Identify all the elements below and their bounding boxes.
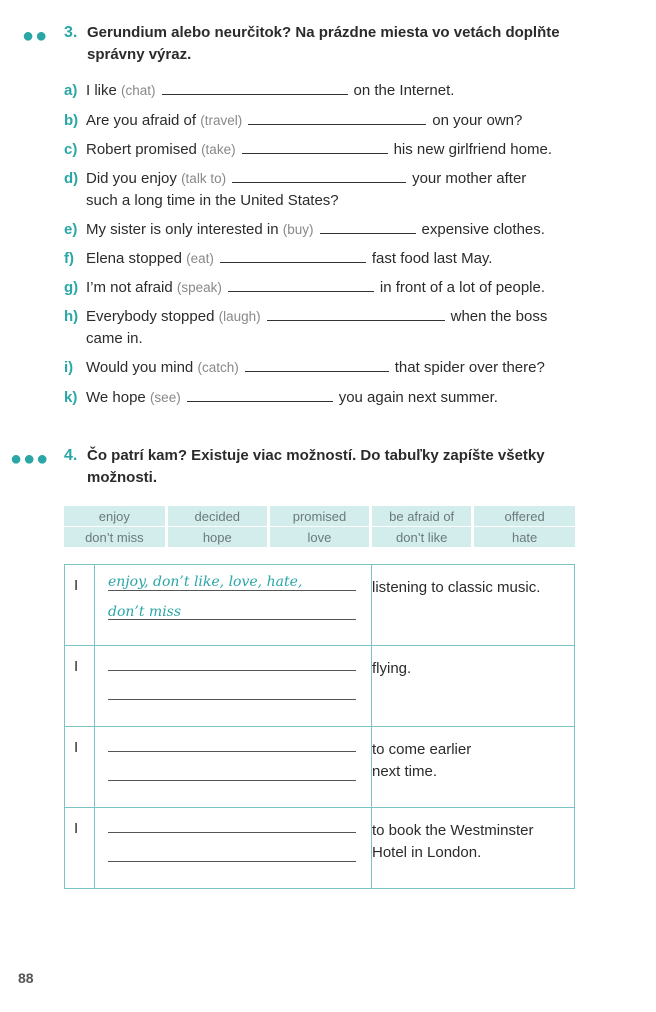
table-row (65, 646, 574, 727)
instruction-line: Gerundium alebo neurčitok? Na prázdne miesta vo vetách doplňte (87, 24, 560, 41)
item-text: Robert promised (86, 141, 197, 158)
item-hint: (travel) (200, 113, 243, 128)
answer-line[interactable] (108, 780, 356, 781)
word-bank-item: hope (166, 527, 268, 548)
word-bank-item: don’t miss (64, 527, 166, 548)
subject-cell (65, 808, 95, 888)
answer-line[interactable] (108, 832, 356, 833)
ending-cell (372, 820, 562, 864)
ending-text: to come earlier (372, 741, 472, 758)
exercise-item (64, 306, 584, 350)
item-text: that spider over there? (394, 359, 545, 376)
word-bank-item: love (268, 527, 370, 548)
item-text: your mother after (412, 170, 527, 187)
item-letter: h) (64, 308, 79, 325)
item-letter: b) (64, 112, 79, 129)
item-letter: g) (64, 279, 79, 296)
ending-text: listening to classic music. (372, 579, 541, 596)
exercise-item (64, 248, 584, 270)
exercise-item (64, 80, 584, 102)
answer-blank[interactable] (187, 388, 333, 402)
exercise-number: 3. (64, 24, 78, 41)
subject-cell (65, 727, 95, 807)
answer-blank[interactable] (242, 140, 388, 154)
table-row (65, 808, 574, 888)
answer-cell[interactable] (94, 646, 372, 726)
item-letter: a) (64, 82, 78, 99)
difficulty-dots: ●● (22, 25, 49, 47)
instruction-line: Čo patrí kam? Existuje viac možností. Do tabuľky zapíšte všetky (87, 447, 545, 464)
item-hint: (take) (201, 142, 236, 157)
ending-text: to book the Westminster (372, 822, 534, 839)
answer-table (64, 564, 575, 889)
answer-blank[interactable] (248, 111, 426, 125)
item-hint: (eat) (186, 251, 214, 266)
item-letter: c) (64, 141, 78, 158)
answer-line[interactable] (108, 861, 356, 862)
item-hint: (buy) (282, 222, 314, 237)
word-bank-item: enjoy (64, 506, 166, 527)
word-bank (64, 506, 575, 548)
item-text: Elena stopped (86, 250, 182, 267)
item-text: in front of a lot of people. (379, 279, 546, 296)
item-text: when the boss (450, 308, 548, 325)
answer-line[interactable] (108, 751, 356, 752)
item-hint: (talk to) (181, 171, 227, 186)
ending-text: flying. (372, 660, 412, 677)
item-text: We hope (86, 389, 146, 406)
answer-blank[interactable] (267, 307, 445, 321)
item-text-continued: such a long time in the United States? (86, 192, 339, 209)
ending-cell (372, 739, 562, 783)
item-text: My sister is only interested in (86, 221, 279, 238)
item-text: his new girlfriend home. (393, 141, 552, 158)
word-bank-item: offered (473, 506, 575, 527)
exercise-item (64, 277, 584, 299)
word-bank-item: don’t like (371, 527, 473, 548)
answer-cell[interactable] (94, 727, 372, 807)
exercise-item (64, 219, 584, 241)
item-text-continued: came in. (86, 330, 143, 347)
item-letter: i) (64, 359, 74, 376)
item-hint: (catch) (197, 360, 239, 375)
table-row (65, 565, 574, 646)
word-bank-item: decided (166, 506, 268, 527)
answer-blank[interactable] (320, 220, 416, 234)
item-letter: e) (64, 221, 78, 238)
subject-cell (65, 646, 95, 726)
answer-blank[interactable] (162, 81, 348, 95)
item-text: Everybody stopped (86, 308, 215, 325)
answer-line[interactable] (108, 670, 356, 671)
table-row (65, 727, 574, 808)
exercise-item (64, 110, 584, 132)
answer-line[interactable] (108, 590, 356, 591)
answer-cell[interactable] (94, 808, 372, 888)
item-hint: (speak) (176, 280, 222, 295)
item-letter: f) (64, 250, 74, 267)
answer-blank[interactable] (245, 358, 389, 372)
ending-cell (372, 658, 562, 680)
answer-blank[interactable] (228, 278, 374, 292)
item-text: you again next summer. (338, 389, 498, 406)
handwritten-answer: enjoy, don’t like, love, hate, (108, 574, 303, 590)
answer-line[interactable] (108, 699, 356, 700)
item-text: on your own? (432, 112, 523, 129)
page-number: 88 (18, 970, 34, 986)
exercise-item (64, 139, 584, 161)
word-bank-item: promised (268, 506, 370, 527)
instruction-line: správny výraz. (87, 46, 192, 63)
item-text: Would you mind (86, 359, 194, 376)
exercise-instruction (87, 445, 545, 489)
word-bank-item: be afraid of (371, 506, 473, 527)
subject-text: I (74, 577, 79, 594)
item-text: I like (86, 82, 117, 99)
item-text: on the Internet. (353, 82, 455, 99)
subject-text: I (74, 820, 79, 837)
exercise-number: 4. (64, 447, 78, 464)
ending-cell (372, 577, 562, 599)
answer-line[interactable] (108, 619, 356, 620)
item-hint: (laugh) (218, 309, 261, 324)
exercise-item (64, 357, 584, 379)
difficulty-dots: ●●● (10, 448, 50, 470)
ending-text: next time. (372, 763, 438, 780)
subject-cell (65, 565, 95, 645)
answer-blank[interactable] (220, 249, 366, 263)
item-text: fast food last May. (371, 250, 493, 267)
item-hint: (chat) (121, 83, 156, 98)
item-text: Are you afraid of (86, 112, 197, 129)
subject-text: I (74, 658, 79, 675)
handwritten-answer: don’t miss (108, 604, 182, 620)
ending-text: Hotel in London. (372, 844, 482, 861)
subject-text: I (74, 739, 79, 756)
answer-blank[interactable] (232, 169, 406, 183)
answer-cell[interactable] (94, 565, 372, 645)
exercise-instruction (87, 22, 560, 66)
item-text: I’m not afraid (86, 279, 173, 296)
instruction-line: možnosti. (87, 469, 157, 486)
exercise-item (64, 387, 584, 409)
item-hint: (see) (149, 390, 181, 405)
word-bank-item: hate (473, 527, 575, 548)
exercise-item (64, 168, 584, 212)
item-text: expensive clothes. (421, 221, 545, 238)
item-letter: d) (64, 170, 79, 187)
item-text: Did you enjoy (86, 170, 177, 187)
item-letter: k) (64, 389, 78, 406)
